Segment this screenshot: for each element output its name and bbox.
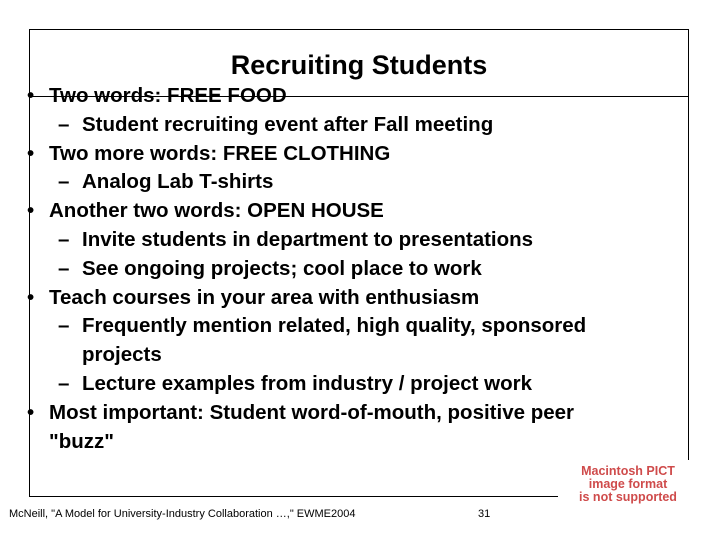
sub-bullet-item: [24, 111, 644, 140]
bullet-symbol: •: [27, 400, 35, 424]
bullet-text: Another two words: OPEN HOUSE: [49, 199, 384, 223]
sub-bullet-text: Frequently mention related, high quality, sponsored projects: [82, 314, 587, 367]
unsupported-image-placeholder: [558, 460, 698, 508]
bullet-text: Two words: FREE FOOD: [49, 84, 287, 107]
bullet-symbol: •: [27, 199, 35, 223]
sub-bullet-item: [24, 226, 644, 255]
bullet-symbol: •: [27, 141, 35, 165]
bullet-symbol: •: [27, 285, 35, 309]
placeholder-line: image format: [588, 476, 668, 491]
dash-symbol: –: [58, 314, 70, 338]
bullet-text: Most important: Student word-of-mouth, positive peer "buzz": [49, 400, 575, 453]
placeholder-line: is not supported: [579, 489, 677, 504]
sub-bullet-item: [24, 370, 644, 399]
slide-title: Recruiting Students: [230, 49, 488, 80]
sub-bullet-item: [24, 312, 644, 370]
sub-bullet-item: [24, 255, 644, 284]
bullet-item: [24, 197, 644, 226]
dash-symbol: –: [58, 256, 70, 280]
footer-citation: McNeill, "A Model for University-Industry Collaboration …," EWME2004: [9, 508, 356, 520]
sub-bullet-text: Student recruiting event after Fall meeting: [82, 112, 494, 136]
sub-bullet-text: Invite students in department to presentations: [82, 227, 534, 251]
bullet-item: [24, 82, 644, 111]
bullet-item: [24, 140, 644, 169]
bullet-symbol: •: [27, 84, 35, 107]
bullet-text: Two more words: FREE CLOTHING: [49, 141, 391, 165]
placeholder-line: Macintosh PICT: [581, 463, 675, 478]
sub-bullet-item: [24, 168, 644, 197]
slide-number: 31: [478, 508, 491, 520]
bullet-item: [24, 284, 644, 313]
dash-symbol: –: [58, 170, 70, 194]
sub-bullet-text: Lecture examples from industry / project work: [82, 371, 532, 395]
sub-bullet-text: See ongoing projects; cool place to work: [82, 256, 482, 280]
dash-symbol: –: [58, 227, 70, 251]
dash-symbol: –: [58, 112, 70, 136]
dash-symbol: –: [58, 371, 70, 395]
sub-bullet-text: Analog Lab T-shirts: [82, 170, 274, 194]
bullet-text: Teach courses in your area with enthusiasm: [49, 285, 480, 309]
bullet-item: [24, 399, 644, 457]
bullet-list: [24, 82, 644, 456]
